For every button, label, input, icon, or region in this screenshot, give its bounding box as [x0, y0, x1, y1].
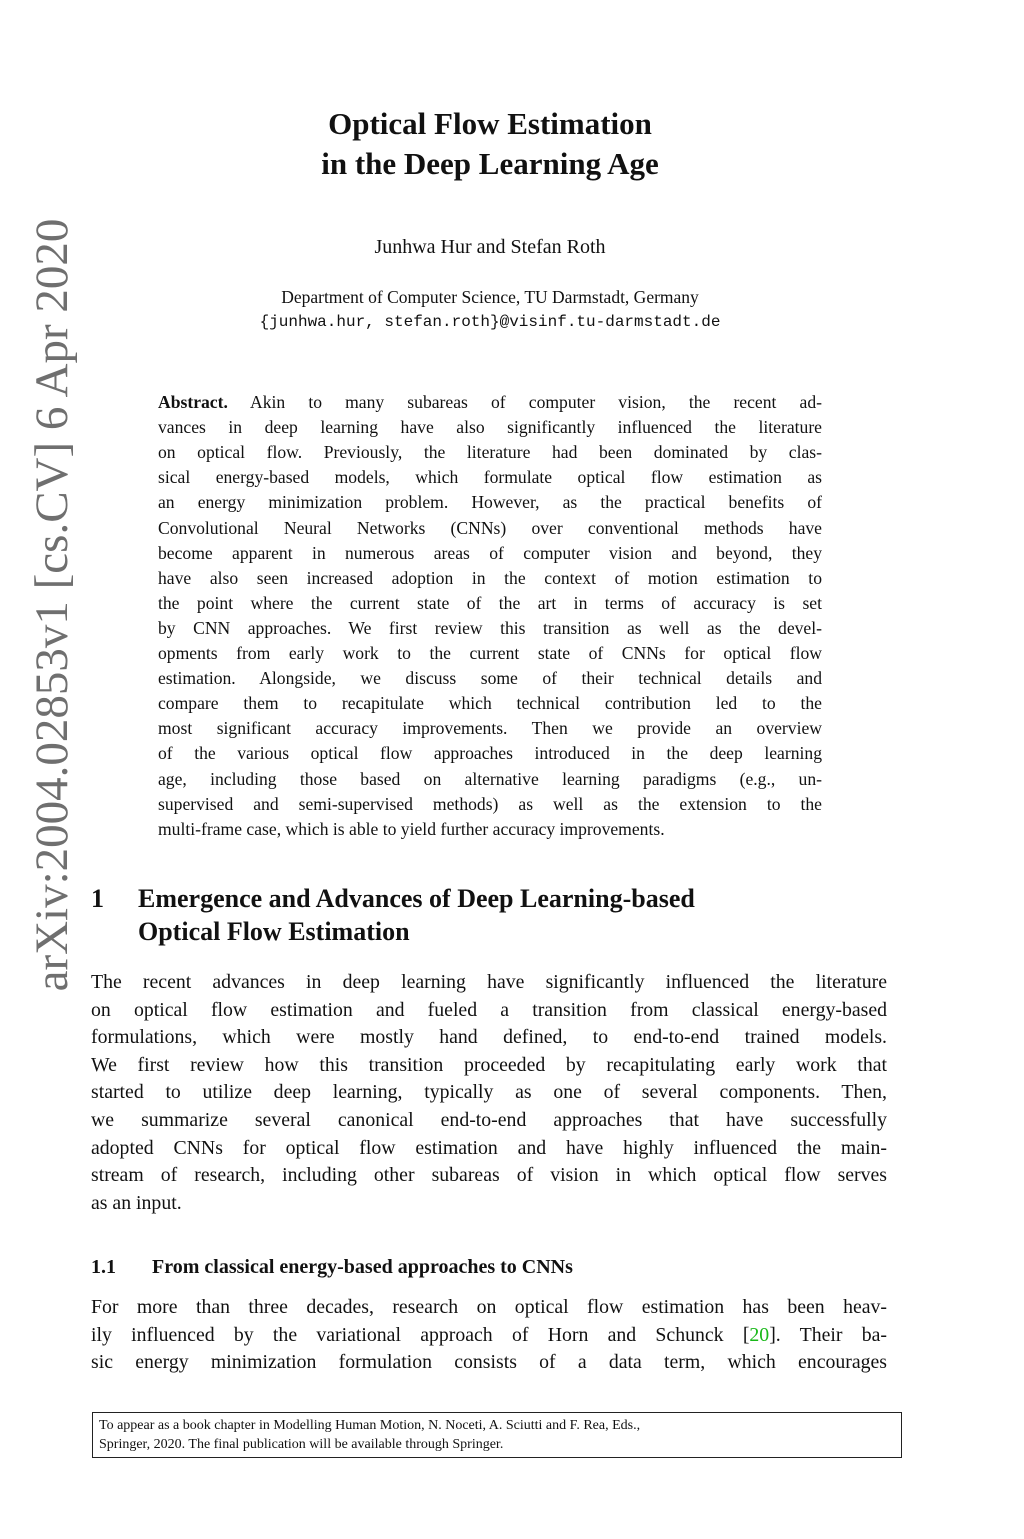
footnote-box [92, 1412, 902, 1458]
abstract-label: Abstract. [158, 392, 228, 412]
abstract-line: Convolutional Neural Networks (CNNs) over conventional methods have [158, 517, 822, 538]
abstract-line: multi-frame case, which is able to yield further accuracy improvements. [158, 818, 665, 839]
section-title-line-2: Optical Flow Estimation [138, 917, 410, 946]
body-line: we summarize several canonical end-to-end approaches that have successfully [91, 1109, 887, 1131]
abstract-line: most significant accuracy improvements. Then we provide an overview [158, 718, 822, 739]
section-number: 1 [91, 884, 104, 913]
abstract-text: Akin to many subareas of computer vision, the recent ad- [250, 392, 822, 412]
citation-link[interactable]: 20 [749, 1324, 770, 1346]
section-title-line-1: Emergence and Advances of Deep Learning-based [138, 884, 695, 913]
text: ]. Their ba- [769, 1324, 887, 1346]
paper-title-line-1: Optical Flow Estimation [328, 106, 652, 141]
subsection-number: 1.1 [91, 1256, 116, 1278]
subsection-title: From classical energy-based approaches to CNNs [152, 1256, 573, 1278]
abstract-line: become apparent in numerous areas of computer vision and beyond, they [158, 542, 822, 563]
body-line: The recent advances in deep learning have significantly influenced the literature [91, 971, 887, 993]
body-line: formulations, which were mostly hand defined, to end-to-end trained models. [91, 1026, 887, 1049]
abstract-line [158, 392, 822, 413]
body-line: For more than three decades, research on optical flow estimation has been heav- [91, 1296, 887, 1318]
abstract-line: have also seen increased adoption in the context of motion estimation to [158, 567, 822, 588]
body-line: on optical flow estimation and fueled a transition from classical energy-based [91, 998, 887, 1021]
abstract-line: estimation. Alongside, we discuss some of their technical details and [158, 668, 822, 689]
abstract-line: supervised and semi-supervised methods) as well as the extension to the [158, 793, 822, 814]
abstract-line: age, including those based on alternative learning paradigms (e.g., un- [158, 768, 822, 789]
author-emails: {junhwa.hur, stefan.roth}@visinf.tu-darmstadt.de [259, 313, 721, 331]
text: ily influenced by the variational approach of Horn and Schunck [ [91, 1324, 750, 1346]
arxiv-side-stamp: arXiv:2004.02853v1 [cs.CV] 6 Apr 2020 [26, 218, 78, 992]
paper-title-line-2: in the Deep Learning Age [321, 146, 659, 181]
abstract-line: of the various optical flow approaches introduced in the deep learning [158, 743, 822, 764]
abstract-line: vances in deep learning have also significantly influenced the literature [158, 417, 822, 438]
abstract-line: opments from early work to the current state of CNNs for optical flow [158, 643, 822, 663]
body-line: We first review how this transition proceeded by recapitulating early work that [91, 1053, 887, 1076]
abstract-line: the point where the current state of the art in terms of accuracy is set [158, 592, 822, 613]
abstract-line: an energy minimization problem. However, as the practical benefits of [158, 492, 822, 513]
body-line: as an input. [91, 1191, 182, 1214]
body-line: adopted CNNs for optical flow estimation and have highly influenced the main- [91, 1136, 887, 1159]
footnote-line: To appear as a book chapter in Modelling Human Motion, N. Noceti, A. Sciutti and F. Rea, Eds., [99, 1418, 641, 1433]
body-line-with-citation [91, 1324, 887, 1347]
abstract-line: by CNN approaches. We first review this transition as well as the devel- [158, 617, 822, 638]
abstract-line: compare them to recapitulate which technical contribution led to the [158, 693, 822, 714]
abstract-line: on optical flow. Previously, the literature had been dominated by clas- [158, 442, 822, 463]
footnote-line: Springer, 2020. The final publication will be available through Springer. [99, 1437, 504, 1452]
body-line: stream of research, including other subareas of vision in which optical flow serves [91, 1164, 887, 1187]
authors: Junhwa Hur and Stefan Roth [374, 236, 606, 258]
body-line: sic energy minimization formulation consists of a data term, which encourages [91, 1351, 887, 1373]
abstract-line: sical energy-based models, which formulate optical flow estimation as [158, 467, 822, 488]
affiliation: Department of Computer Science, TU Darmstadt, Germany [281, 287, 699, 307]
body-line: started to utilize deep learning, typically as one of several components. Then, [91, 1081, 887, 1104]
